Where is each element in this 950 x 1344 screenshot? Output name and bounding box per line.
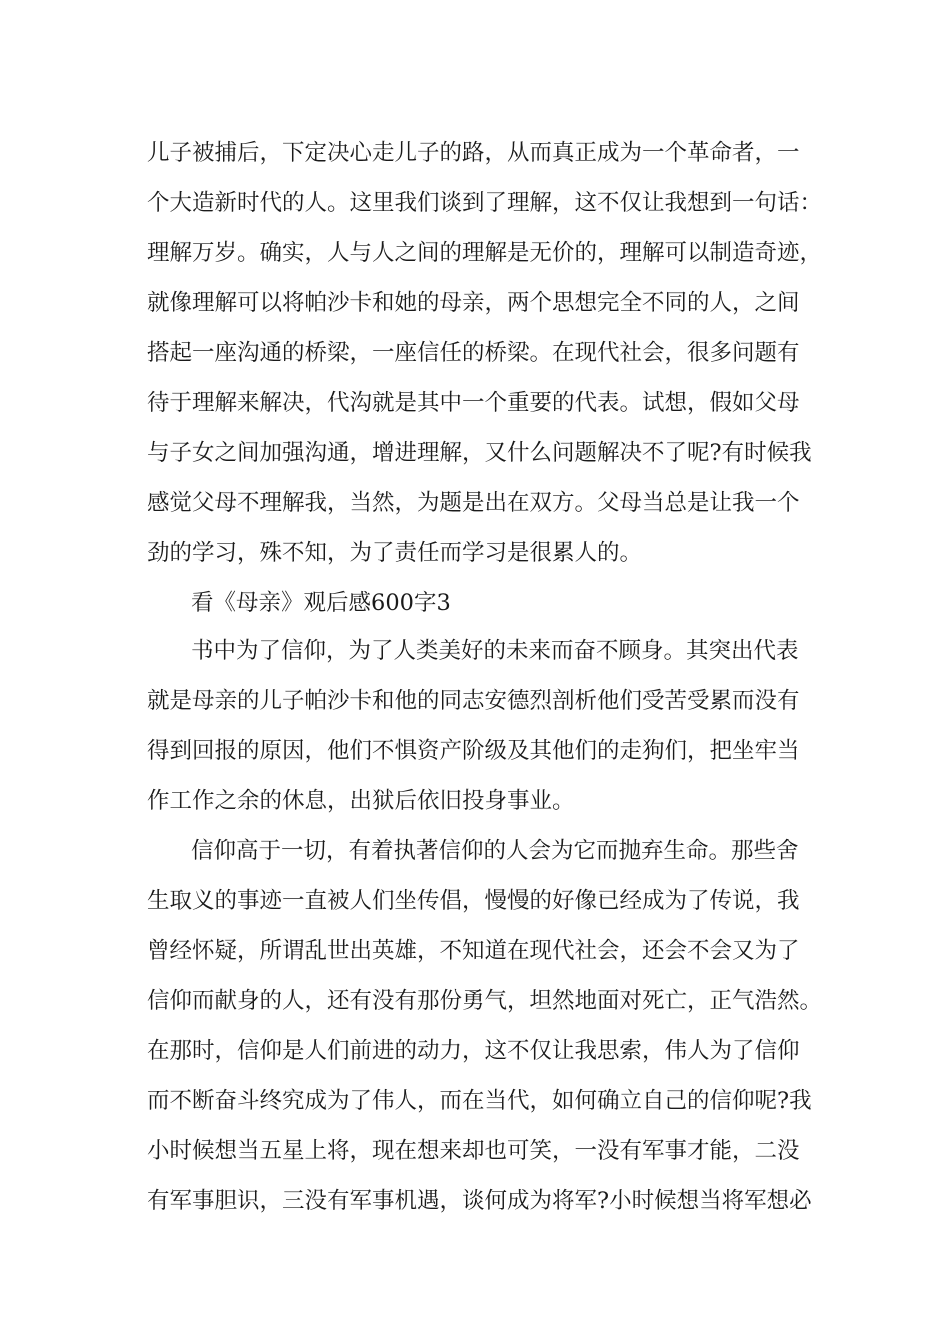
text-line: 生取义的事迹一直被人们坐传倡，慢慢的好像已经成为了传说，我 — [147, 888, 800, 914]
text-line: 就是母亲的儿子帕沙卡和他的同志安德烈剖析他们受苦受累而没有 — [147, 688, 800, 714]
text-line: 信仰而献身的人，还有没有那份勇气，坦然地面对死亡，正气浩然。 — [147, 988, 823, 1014]
text-line: 信仰高于一切，有着执著信仰的人会为它而抛弃生命。那些舍 — [191, 838, 799, 864]
text-line: 就像理解可以将帕沙卡和她的母亲，两个思想完全不同的人，之间 — [147, 290, 800, 316]
text-line: 有军事胆识，三没有军事机遇，谈何成为将军?小时候想当将军想必 — [147, 1188, 812, 1214]
text-line: 而不断奋斗终究成为了伟人，而在当代，如何确立自己的信仰呢?我 — [147, 1088, 812, 1114]
text-line: 个大造新时代的人。这里我们谈到了理解，这不仅让我想到一句话： — [147, 190, 823, 216]
text-line: 与子女之间加强沟通，增进理解，又什么问题解决不了呢?有时候我 — [147, 440, 812, 466]
text-line: 劲的学习，殊不知，为了责任而学习是很累人的。 — [147, 540, 643, 566]
text-line: 小时候想当五星上将，现在想来却也可笑，一没有军事才能，二没 — [147, 1138, 800, 1164]
text-line: 搭起一座沟通的桥梁，一座信任的桥梁。在现代社会，很多问题有 — [147, 340, 800, 366]
text-line: 儿子被捕后，下定决心走儿子的路，从而真正成为一个革命者，一 — [147, 140, 800, 166]
section-heading: 看《母亲》观后感600字3 — [191, 590, 451, 616]
text-line: 理解万岁。确实，人与人之间的理解是无价的，理解可以制造奇迹， — [147, 240, 823, 266]
text-line: 待于理解来解决，代沟就是其中一个重要的代表。试想，假如父母 — [147, 390, 800, 416]
text-line: 感觉父母不理解我，当然，为题是出在双方。父母当总是让我一个 — [147, 490, 800, 516]
text-line: 书中为了信仰，为了人类美好的未来而奋不顾身。其突出代表 — [191, 638, 799, 664]
text-line: 得到回报的原因，他们不惧资产阶级及其他们的走狗们，把坐牢当 — [147, 738, 800, 764]
text-line: 在那时，信仰是人们前进的动力，这不仅让我思索，伟人为了信仰 — [147, 1038, 800, 1064]
text-line: 作工作之余的休息，出狱后依旧投身事业。 — [147, 788, 575, 814]
text-line: 曾经怀疑，所谓乱世出英雄，不知道在现代社会，还会不会又为了 — [147, 938, 800, 964]
